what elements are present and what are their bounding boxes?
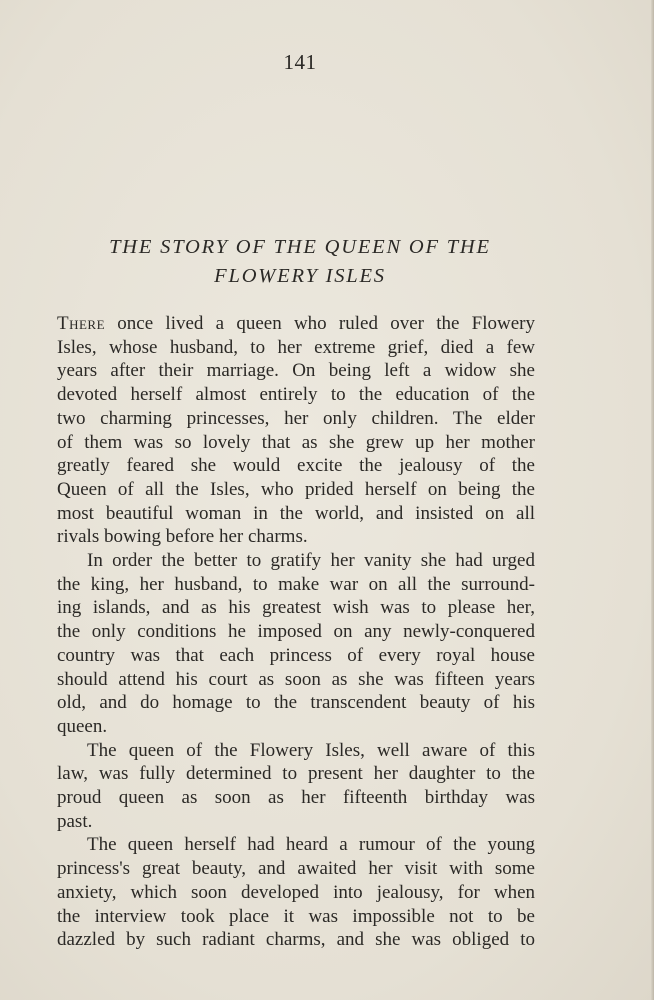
text-line-content: ing islands, and as his greatest wish was to please her, — [57, 597, 535, 619]
text-line — [57, 502, 535, 526]
text-line-content: country was that each princess of every royal house — [57, 644, 535, 666]
chapter-title-line: THE STORY OF THE QUEEN OF THE — [109, 236, 491, 258]
story-body — [57, 312, 535, 952]
text-line-content: devoted herself almost entirely to the education of the — [57, 384, 535, 406]
text-line-content: once lived a queen who ruled over the Flowery — [105, 313, 535, 334]
text-line — [57, 596, 535, 620]
text-line — [57, 715, 535, 739]
text-line — [57, 620, 535, 644]
page-number: 141 — [283, 50, 317, 74]
chapter-title-line: FLOWERY ISLES — [214, 265, 386, 287]
text-line-content: the king, her husband, to make war on all the surround- — [57, 573, 535, 595]
text-line — [57, 525, 535, 549]
text-line — [57, 407, 535, 431]
text-line-content: The queen herself had heard a rumour of the young — [87, 834, 535, 856]
text-line-content: past. — [57, 810, 93, 832]
text-line-content: In order the better to gratify her vanity she had urged — [87, 550, 535, 572]
text-line — [57, 359, 535, 383]
text-line-content: the only conditions he imposed on any newly-conquered — [57, 621, 535, 643]
text-line — [57, 928, 535, 952]
text-line — [57, 336, 535, 360]
text-line-content: greatly feared she would excite the jealousy of the — [57, 455, 535, 477]
text-line — [57, 786, 535, 810]
text-line-content: years after their marriage. On being left a widow she — [57, 360, 535, 382]
text-line — [57, 739, 535, 763]
text-line — [57, 383, 535, 407]
text-line — [57, 431, 535, 455]
text-line-content: dazzled by such radiant charms, and she was obliged to — [57, 929, 535, 951]
text-line-content: anxiety, which soon developed into jealousy, for when — [57, 881, 535, 903]
text-line — [57, 857, 535, 881]
chapter-title — [70, 233, 530, 291]
text-line — [57, 833, 535, 857]
text-line-content: queen. — [57, 715, 108, 737]
text-line-content: Isles, whose husband, to her extreme grief, died a few — [57, 336, 535, 358]
text-line — [57, 881, 535, 905]
text-line-content: princess's great beauty, and awaited her visit with some — [57, 858, 535, 880]
text-line — [57, 478, 535, 502]
text-line — [57, 762, 535, 786]
text-line-content: law, was fully determined to present her daughter to the — [57, 763, 535, 785]
text-line-content: two charming princesses, her only children. The elder — [57, 407, 535, 429]
text-line — [57, 810, 535, 834]
text-line — [57, 668, 535, 692]
text-line — [57, 454, 535, 478]
text-line-content: should attend his court as soon as she was fifteen years — [57, 668, 535, 690]
text-line — [57, 573, 535, 597]
text-line — [57, 905, 535, 929]
text-line-content: most beautiful woman in the world, and insisted on all — [57, 502, 535, 524]
text-line-content: Queen of all the Isles, who prided herself on being the — [57, 478, 535, 500]
drop-word: There — [57, 313, 106, 334]
text-line-content: old, and do homage to the transcendent beauty of his — [57, 692, 535, 714]
text-line — [57, 312, 535, 336]
text-line — [57, 549, 535, 573]
text-line — [57, 644, 535, 668]
text-line-content: rivals bowing before her charms. — [57, 526, 308, 548]
text-line-content: the interview took place it was impossible not to be — [57, 905, 535, 927]
text-line-content: The queen of the Flowery Isles, well aware of this — [87, 739, 535, 761]
text-line — [57, 691, 535, 715]
text-line-content: of them was so lovely that as she grew up her mother — [57, 431, 535, 453]
text-line-content: proud queen as soon as her fifteenth birthday was — [57, 787, 535, 809]
